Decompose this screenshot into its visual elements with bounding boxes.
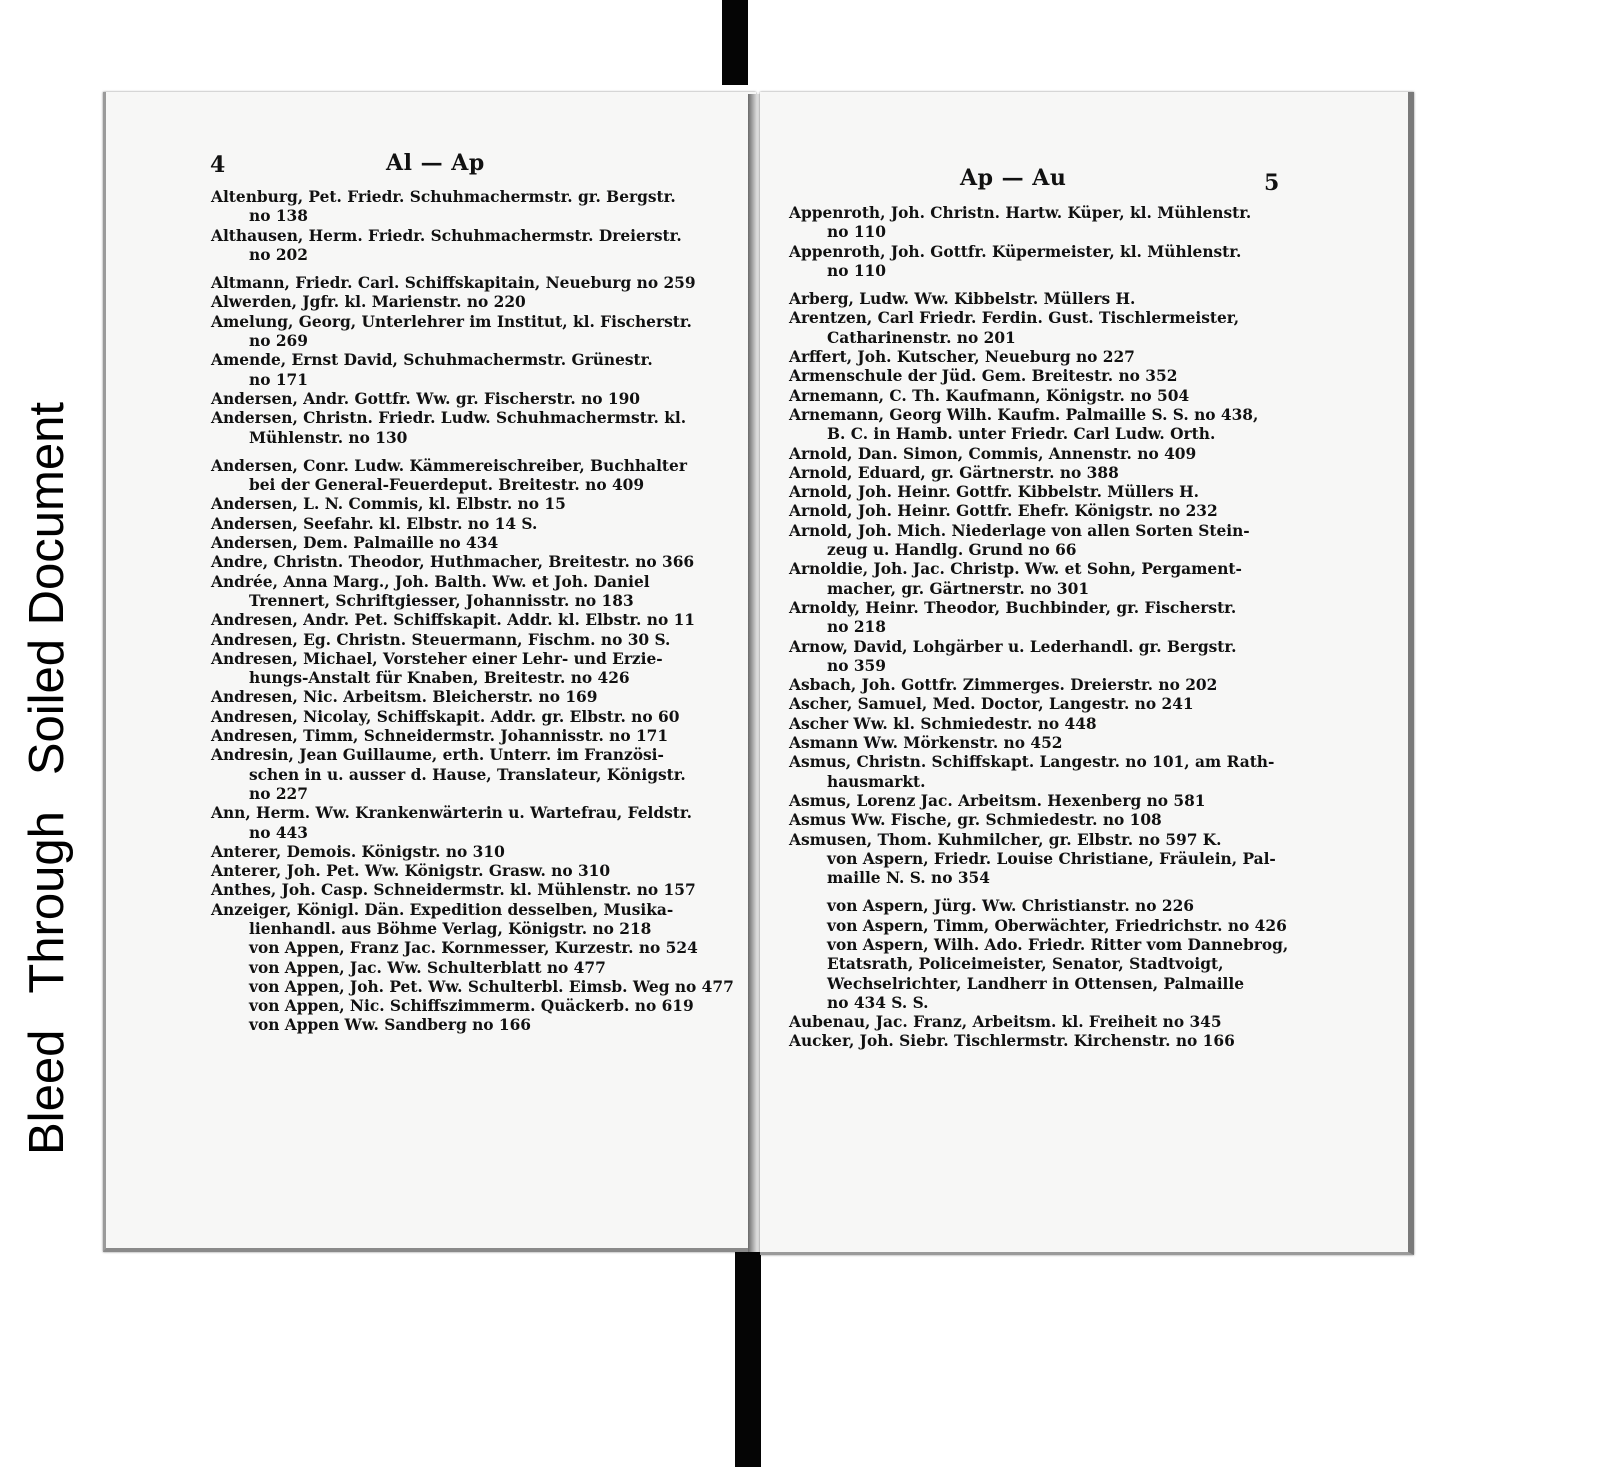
entry-line: Asmusen, Thom. Kuhmilcher, gr. Elbstr. no 597 K. xyxy=(789,830,1222,849)
entry-line: Aucker, Joh. Siebr. Tischlermstr. Kirchenstr. no 166 xyxy=(789,1032,1235,1051)
entry-line: no 110 xyxy=(827,261,886,280)
entry-line: Arnold, Joh. Heinr. Gottfr. Ehefr. Königstr. no 232 xyxy=(789,502,1218,521)
entry-line: no 359 xyxy=(827,656,886,675)
entry-line: Mühlenstr. no 130 xyxy=(249,428,408,447)
entry-line: Ascher Ww. kl. Schmiedestr. no 448 xyxy=(789,714,1097,733)
entry-line: Armenschule der Jüd. Gem. Breitestr. no 352 xyxy=(789,367,1178,386)
entry-line: Etatsrath, Policeimeister, Senator, Stadtvoigt, xyxy=(827,955,1224,974)
entry-line: Appenroth, Joh. Gottfr. Küpermeister, kl. Mühlenstr. xyxy=(789,242,1242,261)
entry-line: B. C. in Hamb. unter Friedr. Carl Ludw. Orth. xyxy=(827,425,1216,444)
entry-line: Andersen, Andr. Gottfr. Ww. gr. Fischerstr. no 190 xyxy=(211,389,641,408)
entry-line: von Appen, Joh. Pet. Ww. Schulterbl. Eimsb. Weg no 477 xyxy=(249,977,734,996)
entry-line: von Appen Ww. Sandberg no 166 xyxy=(249,1016,532,1035)
left-entry-list xyxy=(211,188,734,1036)
entry-line: Arnemann, Georg Wilh. Kaufm. Palmaille S. S. no 438, xyxy=(789,405,1259,424)
entry-line: Arnold, Eduard, gr. Gärtnerstr. no 388 xyxy=(789,463,1119,482)
entry-line: Arnoldie, Joh. Jac. Christp. Ww. et Sohn, Pergament- xyxy=(789,560,1242,579)
entry-line: no 227 xyxy=(249,784,308,803)
entry-line: no 218 xyxy=(827,618,886,637)
entry-line: Arnow, David, Lohgärber u. Lederhandl. gr. Bergstr. xyxy=(789,637,1237,656)
entry-line: hausmarkt. xyxy=(827,772,926,791)
entry-line: von Appen, Franz Jac. Kornmesser, Kurzestr. no 524 xyxy=(249,939,698,958)
side-label-word-1: Bleed xyxy=(20,1029,74,1155)
entry-line: Arnemann, C. Th. Kaufmann, Königstr. no 504 xyxy=(789,386,1190,405)
entry-line: Andersen, Conr. Ludw. Kämmereischreiber, Buchhalter xyxy=(211,456,687,475)
entry-line: Asbach, Joh. Gottfr. Zimmerges. Dreierstr. no 202 xyxy=(789,676,1218,695)
entry-line: Anterer, Joh. Pet. Ww. Königstr. Grasw. no 310 xyxy=(211,862,611,881)
entry-line: Arnold, Joh. Mich. Niederlage von allen Sorten Stein- xyxy=(789,521,1250,540)
entry-line: Anterer, Demois. Königstr. no 310 xyxy=(211,842,505,861)
entry-line: Alwerden, Jgfr. kl. Marienstr. no 220 xyxy=(211,293,526,312)
right-page-number: 5 xyxy=(1264,170,1280,196)
entry-line: Arnold, Dan. Simon, Commis, Annenstr. no 409 xyxy=(789,444,1197,463)
left-page xyxy=(103,92,756,1252)
entry-line: no 171 xyxy=(249,370,308,389)
entry-line: Andersen, L. N. Commis, kl. Elbstr. no 15 xyxy=(211,495,566,514)
entry-line: Andresen, Eg. Christn. Steuermann, Fischm. no 30 S. xyxy=(211,630,671,649)
entry-line: no 110 xyxy=(827,223,886,242)
entry-line: Anthes, Joh. Casp. Schneidermstr. kl. Mühlenstr. no 157 xyxy=(211,881,696,900)
side-label xyxy=(22,155,72,1155)
entry-line: hungs-Anstalt für Knaben, Breitestr. no 426 xyxy=(249,669,630,688)
entry-line: Amelung, Georg, Unterlehrer im Institut, kl. Fischerstr. xyxy=(211,312,692,331)
entry-line: Appenroth, Joh. Christn. Hartw. Küper, kl. Mühlenstr. xyxy=(789,204,1252,222)
entry-line: Anzeiger, Königl. Dän. Expedition desselben, Musika- xyxy=(211,900,674,919)
entry-line: Arnoldy, Heinr. Theodor, Buchbinder, gr. Fischerstr. xyxy=(789,598,1237,617)
entry-line: maille N. S. no 354 xyxy=(827,869,990,888)
side-label-word-3: Soiled Document xyxy=(20,402,74,776)
right-page xyxy=(760,92,1414,1255)
entry-line: Andrée, Anna Marg., Joh. Balth. Ww. et Joh. Daniel xyxy=(211,572,650,591)
entry-line: Arentzen, Carl Friedr. Ferdin. Gust. Tischlermeister, xyxy=(789,309,1240,328)
entry-line: schen in u. ausser d. Hause, Translateur, Königstr. xyxy=(249,765,686,784)
left-running-head: Al — Ap xyxy=(386,150,485,176)
entry-line: bei der General-Feuerdeput. Breitestr. no 409 xyxy=(249,476,645,495)
entry-line: Andre, Christn. Theodor, Huthmacher, Breitestr. no 366 xyxy=(211,553,695,572)
binding-strip-bottom xyxy=(735,1245,761,1467)
entry-line: no 269 xyxy=(249,332,308,351)
entry-line: Ascher, Samuel, Med. Doctor, Langestr. no 241 xyxy=(789,695,1194,714)
entry-line: Andresen, Nic. Arbeitsm. Bleicherstr. no 169 xyxy=(211,688,598,707)
entry-line: zeug u. Handlg. Grund no 66 xyxy=(827,541,1077,560)
entry-line: von Aspern, Jürg. Ww. Christianstr. no 226 xyxy=(827,897,1194,916)
entry-line: Aubenau, Jac. Franz, Arbeitsm. kl. Freiheit no 345 xyxy=(789,1013,1222,1032)
entry-line: Arffert, Joh. Kutscher, Neueburg no 227 xyxy=(789,348,1135,367)
entry-line: Andresen, Timm, Schneidermstr. Johannisstr. no 171 xyxy=(211,727,669,746)
entry-line: Andresen, Nicolay, Schiffskapit. Addr. gr. Elbstr. no 60 xyxy=(211,707,680,726)
entry-line: von Aspern, Timm, Oberwächter, Friedrichstr. no 426 xyxy=(827,916,1287,935)
entry-line: Catharinenstr. no 201 xyxy=(827,328,1016,347)
entry-line: Ann, Herm. Ww. Krankenwärterin u. Wartefrau, Feldstr. xyxy=(211,804,692,823)
entry-gap xyxy=(789,281,1288,290)
entry-line: Althausen, Herm. Friedr. Schuhmachermstr. Dreierstr. xyxy=(211,226,682,245)
entry-line: no 138 xyxy=(249,207,308,226)
entry-line: lienhandl. aus Böhme Verlag, Königstr. no 218 xyxy=(249,919,652,938)
entry-line: Trennert, Schriftgiesser, Johannisstr. no 183 xyxy=(249,591,634,610)
entry-line: Arberg, Ludw. Ww. Kibbelstr. Müllers H. xyxy=(789,290,1136,309)
entry-line: Asmus, Christn. Schiffskapt. Langestr. no 101, am Rath- xyxy=(789,753,1275,772)
entry-line: Asmann Ww. Mörkenstr. no 452 xyxy=(789,734,1063,753)
entry-line: Andresen, Andr. Pet. Schiffskapit. Addr. kl. Elbstr. no 11 xyxy=(211,611,695,630)
left-page-number: 4 xyxy=(210,152,226,178)
side-label-word-2: Through xyxy=(20,811,74,994)
entry-line: no 434 S. S. xyxy=(827,993,929,1012)
entry-line: Asmus Ww. Fische, gr. Schmiedestr. no 108 xyxy=(789,811,1162,830)
entry-line: Arnold, Joh. Heinr. Gottfr. Kibbelstr. Müllers H. xyxy=(789,483,1200,502)
entry-line: Andersen, Christn. Friedr. Ludw. Schuhmachermstr. kl. xyxy=(211,409,687,428)
right-running-head: Ap — Au xyxy=(960,165,1067,191)
entry-gap xyxy=(211,265,734,274)
entry-line: Andersen, Seefahr. kl. Elbstr. no 14 S. xyxy=(211,514,538,533)
entry-line: Asmus, Lorenz Jac. Arbeitsm. Hexenberg no 581 xyxy=(789,791,1206,810)
entry-gap xyxy=(211,448,734,457)
entry-line: Wechselrichter, Landherr in Ottensen, Palmaille xyxy=(827,974,1245,993)
binding-strip-top xyxy=(722,0,748,85)
entry-gap xyxy=(789,888,1288,897)
entry-line: Altmann, Friedr. Carl. Schiffskapitain, Neueburg no 259 xyxy=(211,274,696,293)
entry-line: Amende, Ernst David, Schuhmachermstr. Grünestr. xyxy=(211,351,653,370)
entry-line: Altenburg, Pet. Friedr. Schuhmachermstr. gr. Bergstr. xyxy=(211,188,676,206)
entry-line: Andresen, Michael, Vorsteher einer Lehr- und Erzie- xyxy=(211,649,663,668)
entry-line: Andresin, Jean Guillaume, erth. Unterr. im Französi- xyxy=(211,746,664,765)
entry-line: no 202 xyxy=(249,245,308,264)
entry-line: von Aspern, Wilh. Ado. Friedr. Ritter vom Dannebrog, xyxy=(827,935,1289,954)
entry-line: von Appen, Nic. Schiffszimmerm. Quäckerb. no 619 xyxy=(249,997,694,1016)
entry-line: no 443 xyxy=(249,823,308,842)
right-entry-list xyxy=(789,204,1288,1052)
entry-line: von Aspern, Friedr. Louise Christiane, Fräulein, Pal- xyxy=(827,849,1276,868)
entry-line: Andersen, Dem. Palmaille no 434 xyxy=(211,534,499,553)
entry-line: macher, gr. Gärtnerstr. no 301 xyxy=(827,579,1090,598)
entry-line: von Appen, Jac. Ww. Schulterblatt no 477 xyxy=(249,958,606,977)
